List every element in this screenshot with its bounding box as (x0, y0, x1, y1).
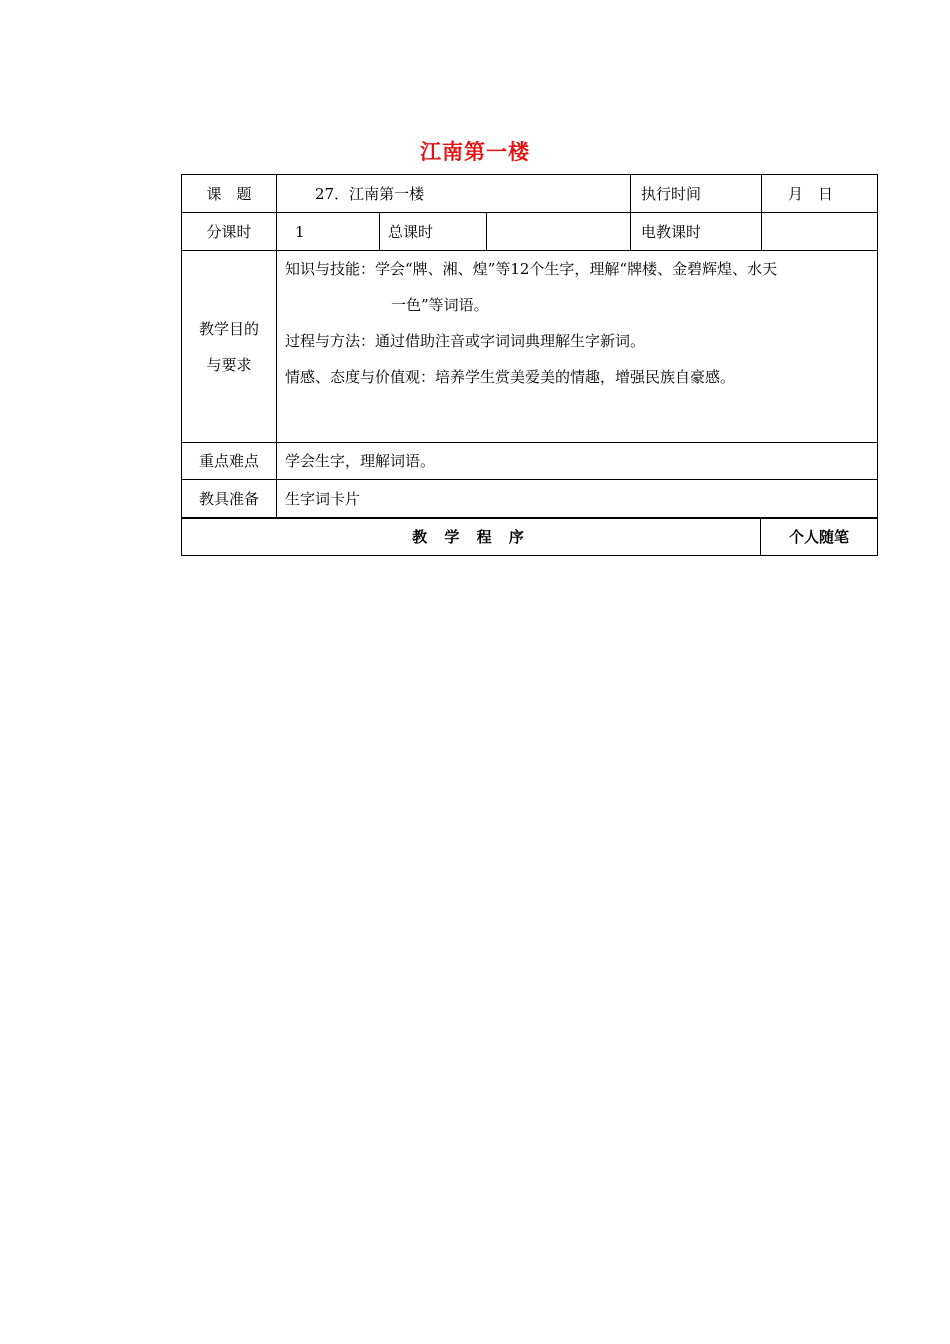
procedure-header-row (182, 519, 878, 556)
goals-label (182, 251, 277, 443)
goals-content (277, 251, 878, 443)
goal-knowledge-line1: 知识与技能：学会“牌、湘、煌”等12个生字，理解“牌楼、金碧辉煌、水天 (285, 260, 778, 278)
goals-label-line2: 与要求 (206, 355, 252, 374)
total-period-label: 总课时 (380, 213, 487, 251)
av-period-value (762, 213, 878, 251)
key-points-label: 重点难点 (182, 443, 277, 480)
goal-emotion: 情感、态度与价值观：培养学生赏美爱美的情趣，增强民族自豪感。 (285, 368, 736, 386)
procedure-header: 教 学 程 序 (182, 519, 761, 556)
av-period-label: 电教课时 (631, 213, 762, 251)
period-value: 1 (277, 213, 380, 251)
materials-value: 生字词卡片 (277, 480, 878, 518)
lesson-plan-table (181, 174, 878, 518)
procedure-table (181, 518, 878, 556)
period-row (182, 213, 878, 251)
goal-knowledge-line2: 一色”等词语。 (391, 296, 489, 314)
goals-label-line1: 教学目的 (198, 319, 259, 338)
materials-label: 教具准备 (182, 480, 277, 518)
key-points-value: 学会生字，理解词语。 (277, 443, 878, 480)
materials-row (182, 480, 878, 518)
notes-header: 个人随笔 (761, 519, 878, 556)
topic-value: 27．江南第一楼 (277, 175, 631, 213)
topic-row (182, 175, 878, 213)
period-label: 分课时 (182, 213, 277, 251)
goal-process: 过程与方法：通过借助注音或字词词典理解生字新词。 (285, 332, 646, 350)
key-points-row (182, 443, 878, 480)
exec-time-label: 执行时间 (631, 175, 762, 213)
document-title: 江南第一楼 (420, 140, 530, 164)
goals-row (182, 251, 878, 443)
exec-time-value: 月 日 (762, 175, 878, 213)
topic-label: 课 题 (182, 175, 277, 213)
total-period-value (487, 213, 631, 251)
